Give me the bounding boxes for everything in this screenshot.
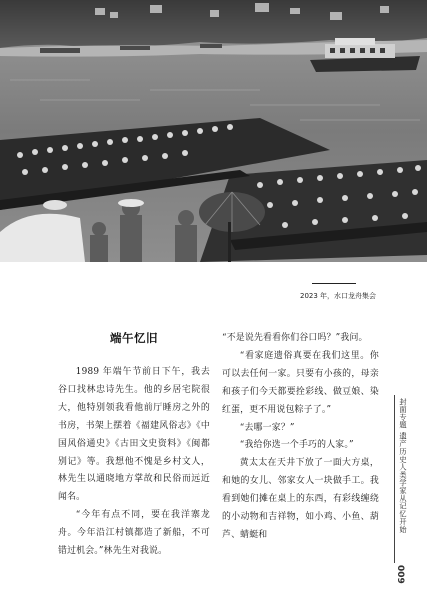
section-label: 封面专题 遗产历史人类学家从记忆开始	[399, 398, 408, 534]
photo-caption: 2023 年，水口龙舟集会	[300, 292, 377, 300]
dragon-boat-photo	[0, 0, 427, 262]
paragraph: “看家庭遗俗真要在我们这里。你可以去任何一家。只要有小孩的，母亲和孩子们今天都要拴彩线、做豆娘、染红蛋，更不用说包粽子了。”	[222, 350, 379, 415]
paragraph: “我给你选一个手巧的人家。”	[239, 440, 354, 451]
article-left-column	[58, 330, 210, 561]
caption-rule	[312, 283, 356, 284]
paragraph: 黄太太在天井下放了一面大方桌，和她的女儿、邻家女人一块做手工。我看到她们摊在桌上的东西，有彩线缠绕的小动物和吉祥物，如小鸡、小鱼、葫芦、蜻蜓和	[222, 458, 379, 540]
article-right-column	[222, 330, 379, 545]
paragraph: “今年有点不同，要在我洋寨龙舟。今年沿江村镇都造了新船，不可错过机会。”林先生对我说。	[58, 510, 210, 557]
article-title: 端午忆旧	[110, 331, 158, 345]
page-number: 009	[395, 565, 405, 584]
paragraph: “去哪一家？”	[239, 422, 295, 433]
paragraph: “不是说先看看你们谷口吗？”我问。	[222, 333, 368, 343]
section-divider	[394, 395, 395, 563]
paragraph: 1989 年端午节前日下午，我去谷口找林忠诗先生。他的乡居宅院很大，他特别领我看他前厅睡房之外的书房，书架上摆着《福建风俗志》《中国风俗通史》《古田文史资料》《闽都别记》等。我想他不愧是乡村文人，林先生以通晓地方掌故和民俗而远近闻名。	[58, 367, 210, 503]
photo-illustration	[0, 0, 427, 262]
